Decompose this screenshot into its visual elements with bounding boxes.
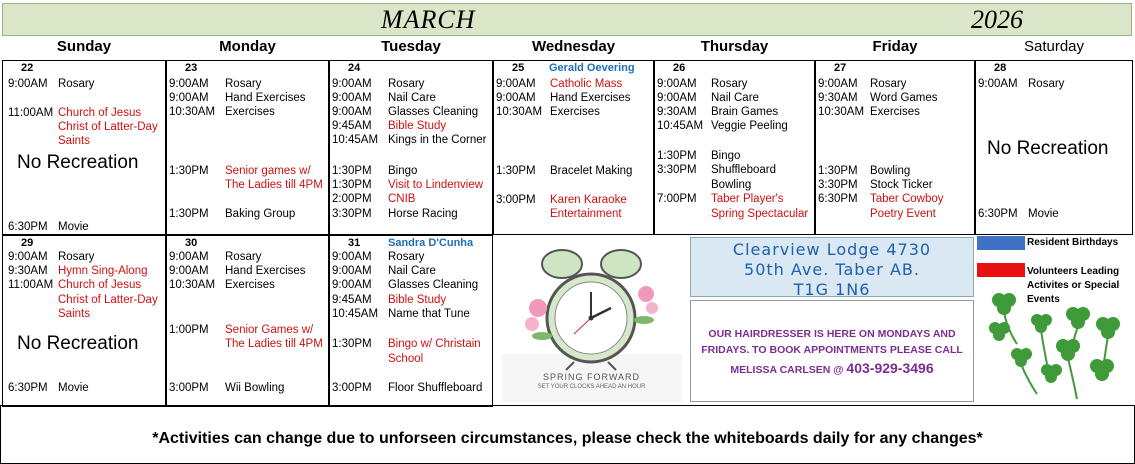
event-time: 1:30PM	[657, 150, 697, 162]
event-name: Entertainment	[550, 208, 622, 220]
event-name: Wii Bowling	[225, 382, 285, 394]
event-time: 6:30PM	[818, 193, 858, 205]
day-cell-27	[815, 60, 975, 235]
day-cell-23	[166, 60, 329, 235]
day-number: 22	[21, 62, 34, 74]
event-name: Nail Care	[388, 265, 436, 277]
event-time: 9:00AM	[978, 78, 1018, 90]
event-time: 10:30AM	[169, 106, 216, 118]
spring-forward-subtitle: SET YOUR CLOCKS AHEAD AN HOUR	[537, 384, 646, 390]
hairdresser-phone: 403-929-3496	[846, 360, 934, 376]
event-name: Nail Care	[711, 92, 759, 104]
event-time: 10:30AM	[169, 279, 216, 291]
year-title: 2026	[971, 5, 1023, 34]
event-name: Floor Shuffleboard	[388, 382, 483, 394]
event-name: Senior games w/	[225, 165, 311, 177]
event-name: Bingo w/ Christain	[388, 338, 481, 350]
event-time: 9:00AM	[332, 78, 372, 90]
event-time: 9:00AM	[818, 78, 858, 90]
birthday-legend-label: Resident Birthdays	[1027, 237, 1119, 248]
event-time: 9:00AM	[496, 92, 536, 104]
event-name: Veggie Peeling	[711, 120, 788, 132]
day-cell-30	[166, 235, 329, 407]
event-name: Rosary	[225, 251, 262, 263]
event-time: 11:00AM	[8, 107, 54, 119]
event-name: Exercises	[870, 106, 920, 118]
day-cell-29	[2, 235, 166, 407]
event-time: 3:00PM	[332, 382, 372, 394]
event-name: Bowling	[711, 179, 752, 191]
event-time: 9:45AM	[332, 294, 372, 306]
event-name: Movie	[1028, 208, 1059, 220]
event-name: Senior Games w/	[225, 324, 314, 336]
event-time: 9:30AM	[8, 265, 48, 277]
event-name: Visit to Lindenview	[388, 179, 484, 191]
event-time: 3:30PM	[657, 164, 697, 176]
event-time: 1:30PM	[496, 165, 536, 177]
event-time: 1:30PM	[169, 208, 209, 220]
event-time: 9:00AM	[332, 106, 372, 118]
day-name-thursday: Thursday	[700, 38, 769, 55]
event-time: 10:45AM	[657, 120, 704, 132]
event-time: 9:00AM	[657, 78, 697, 90]
volunteer-legend-swatch	[977, 263, 1025, 277]
event-name: Taber Cowboy	[870, 193, 944, 205]
event-name: Nail Care	[388, 92, 436, 104]
event-name: Poetry Event	[870, 208, 936, 220]
event-name: Bible Study	[388, 120, 447, 132]
no-recreation-label: No Recreation	[17, 152, 139, 173]
shamrock-decoration	[977, 284, 1133, 404]
event-time: 9:00AM	[332, 251, 372, 263]
day-number: 28	[994, 62, 1007, 74]
day-name-sunday: Sunday	[56, 38, 112, 55]
event-name: Bible Study	[388, 294, 447, 306]
event-time: 9:30AM	[657, 106, 697, 118]
event-name: Church of Jesus	[58, 279, 142, 291]
day-name-saturday: Saturday	[1023, 38, 1085, 55]
day-number: 24	[348, 62, 361, 74]
event-name: Horse Racing	[388, 208, 458, 220]
event-time: 10:30AM	[496, 106, 543, 118]
volunteer-legend-label: Events	[1027, 294, 1060, 305]
event-time: 3:00PM	[169, 382, 209, 394]
event-time: 9:00AM	[8, 78, 48, 90]
event-name: Movie	[58, 382, 89, 394]
footer-notice: *Activities can change due to unforseen circumstances, please check the whiteboards daily for any changes*	[0, 405, 1135, 464]
event-name: Rosary	[58, 78, 95, 90]
event-name: Rosary	[388, 78, 425, 90]
event-name: Hand Exercises	[225, 92, 306, 104]
event-time: 9:45AM	[332, 120, 372, 132]
event-name: Kings in the Corner	[388, 134, 487, 146]
event-time: 9:00AM	[169, 265, 209, 277]
day-cell-28	[975, 60, 1133, 235]
event-name: Movie	[58, 221, 89, 233]
day-number: 23	[185, 62, 198, 74]
event-time: 1:00PM	[169, 324, 209, 336]
day-name-friday: Friday	[872, 38, 918, 55]
event-name: Karen Karaoke	[550, 194, 627, 206]
event-time: 1:30PM	[332, 179, 372, 191]
event-time: 1:30PM	[169, 165, 209, 177]
day-cell-31	[329, 235, 493, 407]
event-time: 3:00PM	[496, 194, 536, 206]
address-box	[690, 237, 974, 297]
event-name: Exercises	[550, 106, 600, 118]
event-time: 7:00PM	[657, 193, 697, 205]
event-time: 9:00AM	[332, 92, 372, 104]
event-time: 1:30PM	[332, 165, 372, 177]
event-time: 9:00AM	[332, 265, 372, 277]
event-name: CNIB	[388, 193, 416, 205]
event-name: Brain Games	[711, 106, 779, 118]
event-name: Taber Player's	[711, 193, 784, 205]
event-name: Rosary	[58, 251, 95, 263]
event-time: 9:00AM	[169, 78, 209, 90]
day-number: 30	[185, 237, 198, 249]
hairdresser-line: OUR HAIRDRESSER IS HERE ON MONDAYS AND	[708, 328, 956, 340]
event-time: 11:00AM	[8, 279, 54, 291]
day-number: 25	[512, 62, 525, 74]
birthday-legend-swatch	[977, 236, 1025, 250]
spring-forward-title: SPRING FORWARD	[542, 372, 640, 382]
event-name: Rosary	[711, 78, 748, 90]
event-name: Hymn Sing-Along	[58, 265, 148, 277]
day-number: 26	[673, 62, 686, 74]
event-time: 9:00AM	[8, 251, 48, 263]
hairdresser-notice	[690, 300, 974, 402]
event-time: 1:30PM	[818, 165, 858, 177]
event-name: Rosary	[870, 78, 907, 90]
event-time: 6:30PM	[8, 382, 48, 394]
event-name: Bingo	[711, 150, 741, 162]
spring-forward-graphic	[494, 236, 689, 405]
event-name: The Ladies till 4PM	[225, 179, 323, 191]
address-line: 50th Ave. Taber AB.	[744, 260, 920, 279]
event-name: The Ladies till 4PM	[225, 338, 323, 350]
event-time: 9:00AM	[657, 92, 697, 104]
event-name: Hand Exercises	[225, 265, 306, 277]
event-time: 10:30AM	[818, 106, 865, 118]
event-name: Rosary	[225, 78, 262, 90]
volunteer-legend-label: Volunteers Leading	[1027, 266, 1120, 277]
event-name: Catholic Mass	[550, 78, 623, 90]
event-time: 10:45AM	[332, 308, 379, 320]
day-cell-26	[654, 60, 815, 235]
day-name-wednesday: Wednesday	[531, 38, 616, 55]
event-time: 9:00AM	[169, 92, 209, 104]
day-cell-22	[2, 60, 166, 235]
event-name: Stock Ticker	[870, 179, 933, 191]
address-line: T1G 1N6	[793, 280, 871, 299]
volunteer-name: Sandra D'Cunha	[388, 237, 474, 249]
event-name: Spring Spectacular	[711, 208, 809, 220]
no-recreation-label: No Recreation	[987, 138, 1109, 159]
hairdresser-name: MELISSA CARLSEN @	[730, 364, 847, 376]
hairdresser-line: FRIDAYS. TO BOOK APPOINTMENTS PLEASE CALL	[701, 344, 963, 356]
event-time: 6:30PM	[978, 208, 1018, 220]
event-time: 2:00PM	[332, 193, 372, 205]
day-name-tuesday: Tuesday	[381, 38, 441, 55]
event-name: Christ of Latter-Day	[58, 121, 158, 133]
event-name: Exercises	[225, 106, 275, 118]
event-time: 3:30PM	[332, 208, 372, 220]
event-name: Bowling	[870, 165, 911, 177]
day-name-monday: Monday	[219, 38, 276, 55]
no-recreation-label: No Recreation	[17, 333, 139, 354]
event-name: Rosary	[388, 251, 425, 263]
event-time: 9:00AM	[496, 78, 536, 90]
month-title: MARCH	[381, 5, 476, 34]
event-time: 6:30PM	[8, 221, 48, 233]
event-time: 1:30PM	[332, 338, 372, 350]
event-time: 3:30PM	[818, 179, 858, 191]
event-name: Shuffleboard	[711, 164, 777, 176]
day-cell-25	[493, 60, 654, 235]
event-name: Hand Exercises	[550, 92, 631, 104]
event-name: Church of Jesus	[58, 107, 142, 119]
day-cell-24	[329, 60, 493, 235]
event-name: Saints	[58, 308, 90, 320]
event-name: Glasses Cleaning	[388, 106, 479, 118]
address-line: Clearview Lodge 4730	[732, 240, 932, 259]
event-time: 9:00AM	[169, 251, 209, 263]
calendar-header	[2, 3, 1132, 36]
event-time: 9:30AM	[818, 92, 858, 104]
day-number: 29	[21, 237, 34, 249]
event-name: Name that Tune	[388, 308, 470, 320]
volunteer-legend-label: Activites or Special	[1027, 280, 1120, 291]
volunteer-name: Gerald Oevering	[549, 62, 635, 74]
day-number: 27	[834, 62, 847, 74]
day-number: 31	[348, 237, 361, 249]
event-name: School	[388, 353, 424, 365]
event-name: Baking Group	[225, 208, 296, 220]
event-name: Glasses Cleaning	[388, 279, 479, 291]
event-name: Bracelet Making	[550, 165, 633, 177]
event-name: Exercises	[225, 279, 275, 291]
event-name: Saints	[58, 135, 90, 147]
event-name: Word Games	[870, 92, 938, 104]
event-name: Rosary	[1028, 78, 1065, 90]
event-name: Christ of Latter-Day	[58, 294, 158, 306]
event-name: Bingo	[388, 165, 418, 177]
event-time: 10:45AM	[332, 134, 379, 146]
event-time: 9:00AM	[332, 279, 372, 291]
